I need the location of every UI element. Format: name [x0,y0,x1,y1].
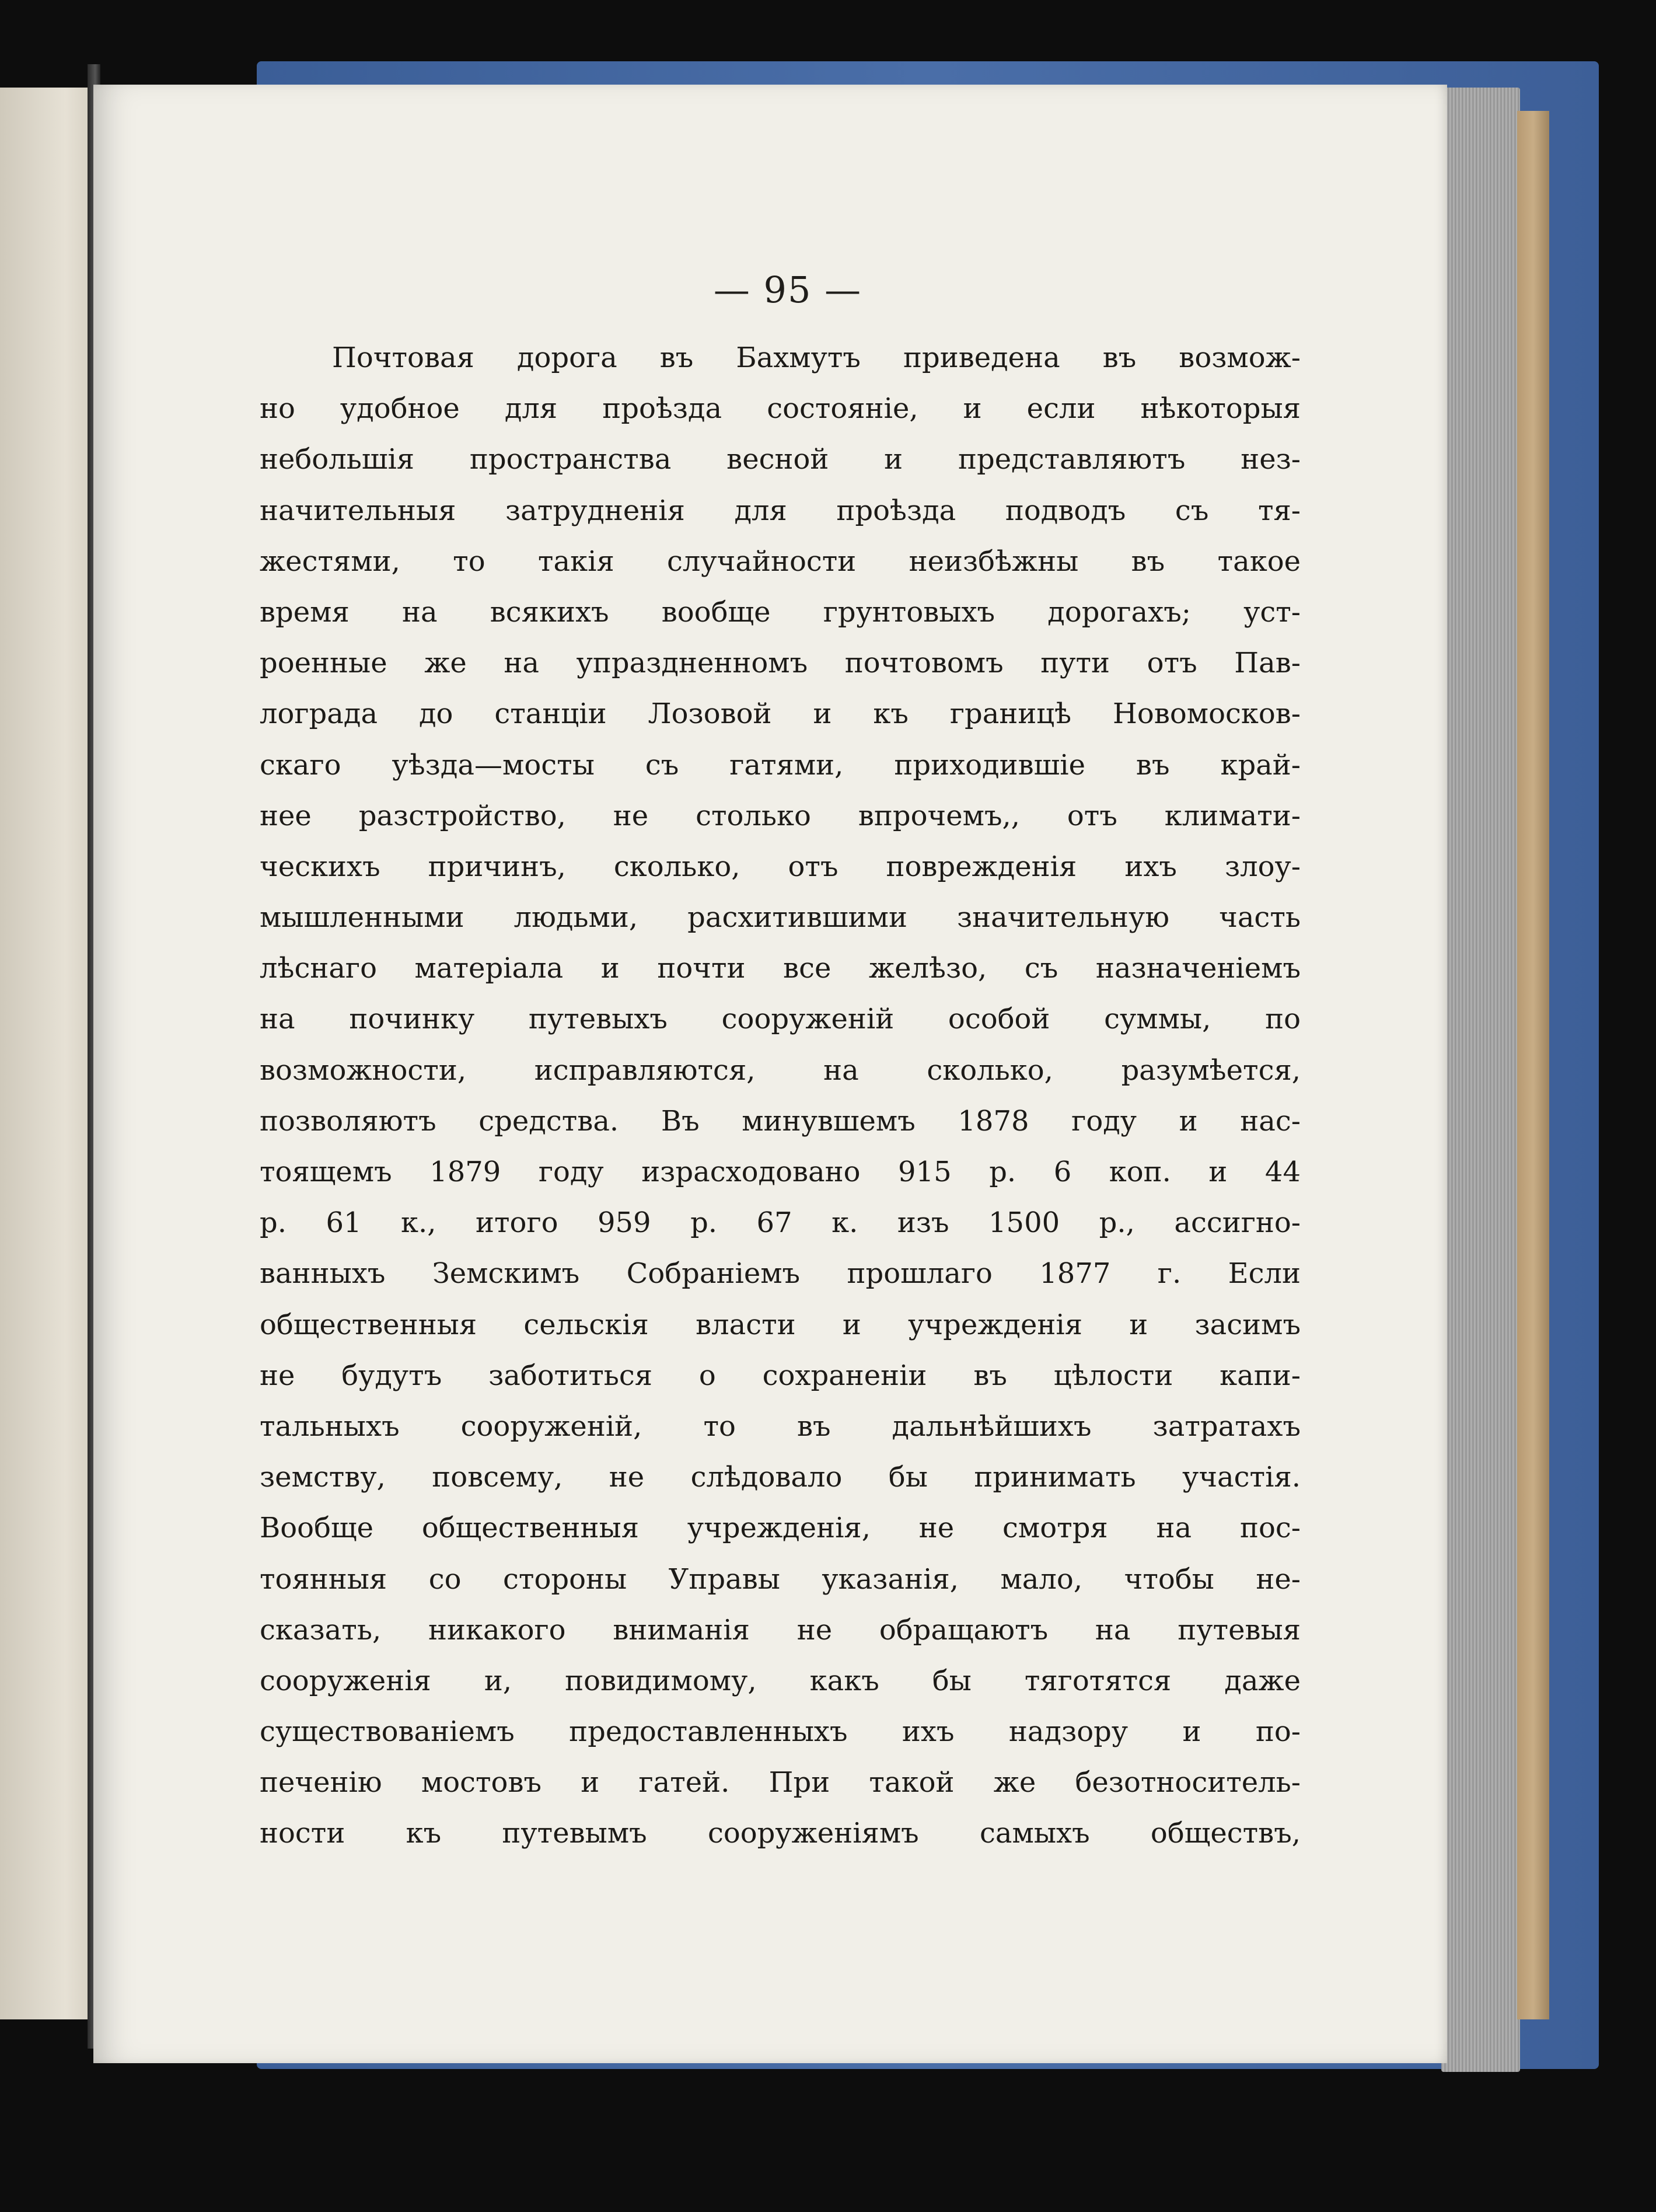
text-line: ческихъ причинъ, сколько, отъ поврежденія ихъ злоу- [260,850,1301,883]
text-line: время на всякихъ вообще грунтовыхъ дорогахъ; уст- [260,595,1301,629]
text-line: сказать, никакого вниманія не обращаютъ на путевыя [260,1613,1301,1646]
text-line: мышленными людьми, расхитившими значительную часть [260,901,1301,934]
text-line: сооруженія и, повидимому, какъ бы тяготятся даже [260,1664,1301,1697]
text-line: возможности, исправляются, на сколько, разумѣется, [260,1053,1301,1087]
body-text [260,333,1301,1859]
text-line: роенные же на упраздненномъ почтовомъ пути отъ Пав- [260,647,1301,680]
cover-edge [1517,111,1549,2019]
text-line: тоящемъ 1879 году израсходовано 915 р. 6 коп. и 44 [260,1156,1301,1188]
text-line: тальныхъ сооруженій, то въ дальнѣйшихъ затратахъ [260,1409,1301,1443]
text-line: тоянныя со стороны Управы указанія, мало, чтобы не- [260,1562,1301,1596]
text-line: существованіемъ предоставленныхъ ихъ надзору и по- [260,1715,1301,1749]
text-line: ности къ путевымъ сооруженіямъ самыхъ обществъ, [260,1817,1301,1850]
text-line: Вообще общественныя учрежденія, не смотря на пос- [260,1512,1301,1545]
text-line: скаго уѣзда—мосты съ гатями, приходившіе въ край- [260,748,1301,781]
text-line: небольшія пространства весной и представляютъ нез- [260,443,1301,476]
facing-page [0,88,93,2019]
text-line: нее разстройство, не столько впрочемъ,, отъ климати- [260,799,1301,832]
text-line: земству, повсему, не слѣдовало бы принимать участія. [260,1461,1301,1494]
page-number: — 95 — [713,268,862,311]
text-line: на починку путевыхъ сооруженій особой суммы, по [260,1003,1301,1036]
text-line: лограда до станціи Лозовой и къ границѣ Новомосков- [260,697,1301,731]
text-line: Почтовая дорога въ Бахмутъ приведена въ возмож- [332,341,1301,374]
text-line: общественныя сельскія власти и учрежденія и засимъ [260,1308,1301,1341]
text-line: ванныхъ Земскимъ Собраніемъ прошлаго 1877 г. Если [260,1257,1301,1290]
text-line: р. 61 к., итого 959 р. 67 к. изъ 1500 р., ассигно- [260,1206,1301,1240]
text-line: но удобное для проѣзда состояніе, и если нѣкоторыя [260,392,1301,425]
text-line: жестями, то такія случайности неизбѣжны въ такое [260,545,1301,578]
text-line: лѣснаго матеріала и почти все желѣзо, съ назначеніемъ [260,952,1301,985]
text-line: не будутъ заботиться о сохраненіи въ цѣлости капи- [260,1359,1301,1392]
page-block-edges [1441,88,1520,2072]
text-line: начительныя затрудненія для проѣзда подводъ съ тя- [260,494,1301,527]
text-line: позволяютъ средства. Въ минувшемъ 1878 году и нас- [260,1104,1301,1138]
book-page [93,85,1447,2063]
text-line: печенію мостовъ и гатей. При такой же безотноситель- [260,1766,1301,1799]
